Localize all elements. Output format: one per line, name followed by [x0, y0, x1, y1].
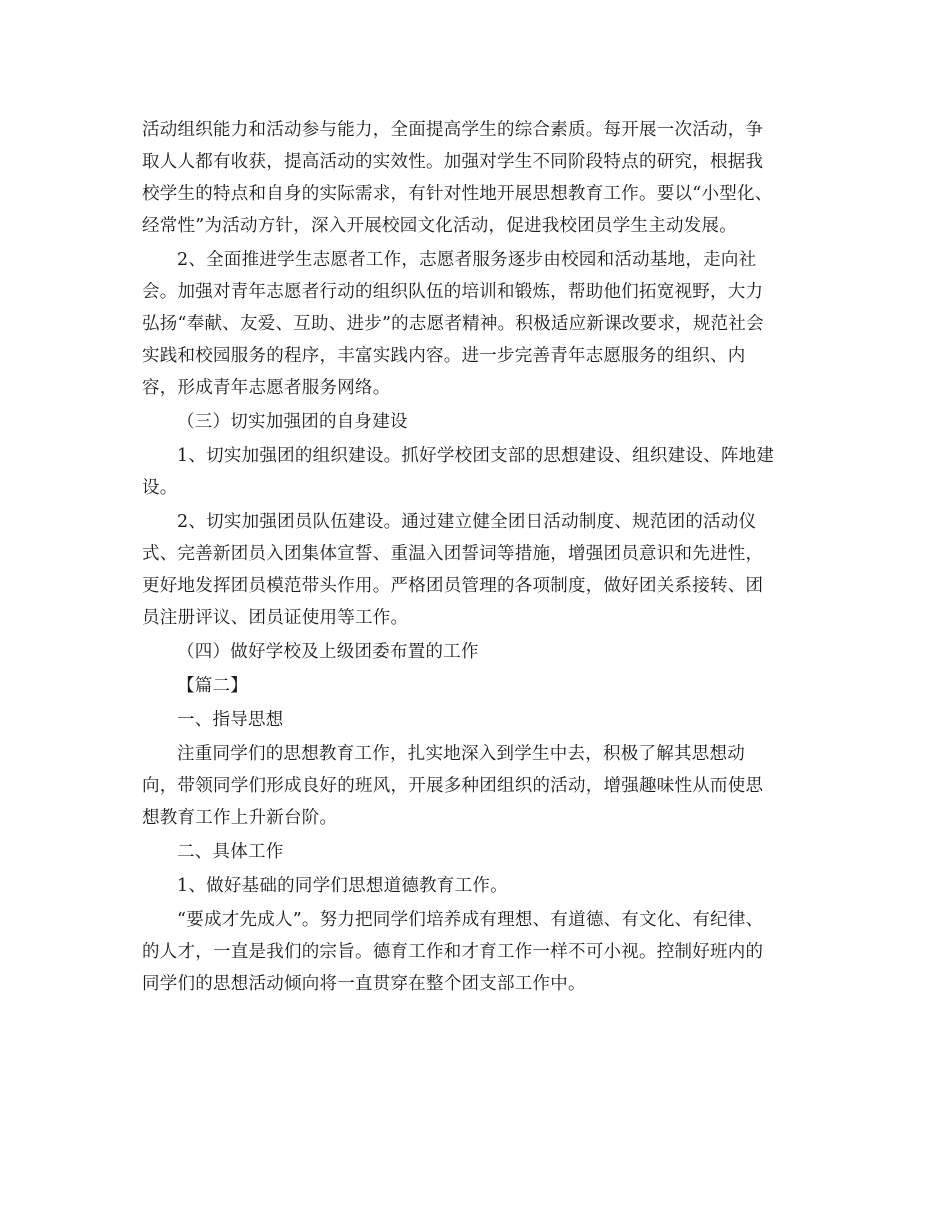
- paragraph: [142, 870, 810, 902]
- text-line: 1、做好基础的同学们思想道德教育工作。: [177, 876, 508, 896]
- text-line: 想教育工作上升新台阶。: [142, 808, 338, 828]
- text-line: 同学们的思想活动倾向将一直贯穿在整个团支部工作中。: [142, 974, 586, 994]
- text-line: “要成才先成人”。努力把同学们培养成有理想、有道德、有文化、有纪律、: [177, 910, 764, 930]
- paragraph: [142, 904, 810, 1000]
- text-line: 弘扬“奉献、友爱、互助、进步”的志愿者精神。积极适应新课改要求，规范社会: [142, 314, 764, 334]
- paragraph: [142, 244, 810, 404]
- paragraph: [142, 636, 810, 668]
- paragraph: [142, 670, 810, 702]
- paragraph: [142, 836, 810, 868]
- paragraph: [142, 406, 810, 438]
- text-line: 取人人都有收获，提高活动的实效性。加强对学生不同阶段特点的研究，根据我: [142, 152, 764, 172]
- text-line: 容，形成青年志愿者服务网络。: [142, 378, 391, 398]
- text-line: （四）做好学校及上级团委布置的工作: [177, 642, 479, 662]
- text-line: 二、具体工作: [177, 842, 284, 862]
- text-line: 实践和校园服务的程序，丰富实践内容。进一步完善青年志愿服务的组织、内: [142, 346, 746, 366]
- paragraph: [142, 506, 810, 634]
- paragraph: [142, 114, 810, 242]
- text-line: 式、完善新团员入团集体宣誓、重温入团誓词等措施，增强团员意识和先进性，: [142, 544, 764, 564]
- text-line: 经常性”为活动方针，深入开展校园文化活动，促进我校团员学生主动发展。: [142, 216, 737, 236]
- text-line: 2、全面推进学生志愿者工作，志愿者服务逐步由校园和活动基地，走向社: [177, 250, 757, 270]
- text-line: 更好地发挥团员模范带头作用。严格团员管理的各项制度，做好团关系接转、团: [142, 576, 764, 596]
- text-line: （三）切实加强团的自身建设: [177, 412, 408, 432]
- text-line: 设。: [142, 478, 178, 498]
- text-line: 2、切实加强团员队伍建设。通过建立健全团日活动制度、规范团的活动仪: [177, 512, 757, 532]
- paragraph: [142, 704, 810, 736]
- text-line: 员注册评议、团员证使用等工作。: [142, 608, 409, 628]
- text-line: 一、指导思想: [177, 710, 284, 730]
- text-line: 的人才，一直是我们的宗旨。德育工作和才育工作一样不可小视。控制好班内的: [142, 942, 764, 962]
- paragraph: [142, 440, 810, 504]
- text-line: 活动组织能力和活动参与能力，全面提高学生的综合素质。每开展一次活动，争: [142, 120, 764, 140]
- text-line: 1、切实加强团的组织建设。抓好学校团支部的思想建设、组织建设、阵地建: [177, 446, 775, 466]
- text-line: 【篇二】: [177, 676, 248, 696]
- text-line: 向，带领同学们形成良好的班风，开展多种团组织的活动，增强趣味性从而使思: [142, 776, 764, 796]
- text-line: 校学生的特点和自身的实际需求，有针对性地开展思想教育工作。要以“小型化、: [142, 184, 773, 204]
- document-body: [142, 114, 810, 1002]
- text-line: 会。加强对青年志愿者行动的组织队伍的培训和锻炼，帮助他们拓宽视野，大力: [142, 282, 764, 302]
- text-line: 注重同学们的思想教育工作，扎实地深入到学生中去，积极了解其思想动: [177, 744, 745, 764]
- paragraph: [142, 738, 810, 834]
